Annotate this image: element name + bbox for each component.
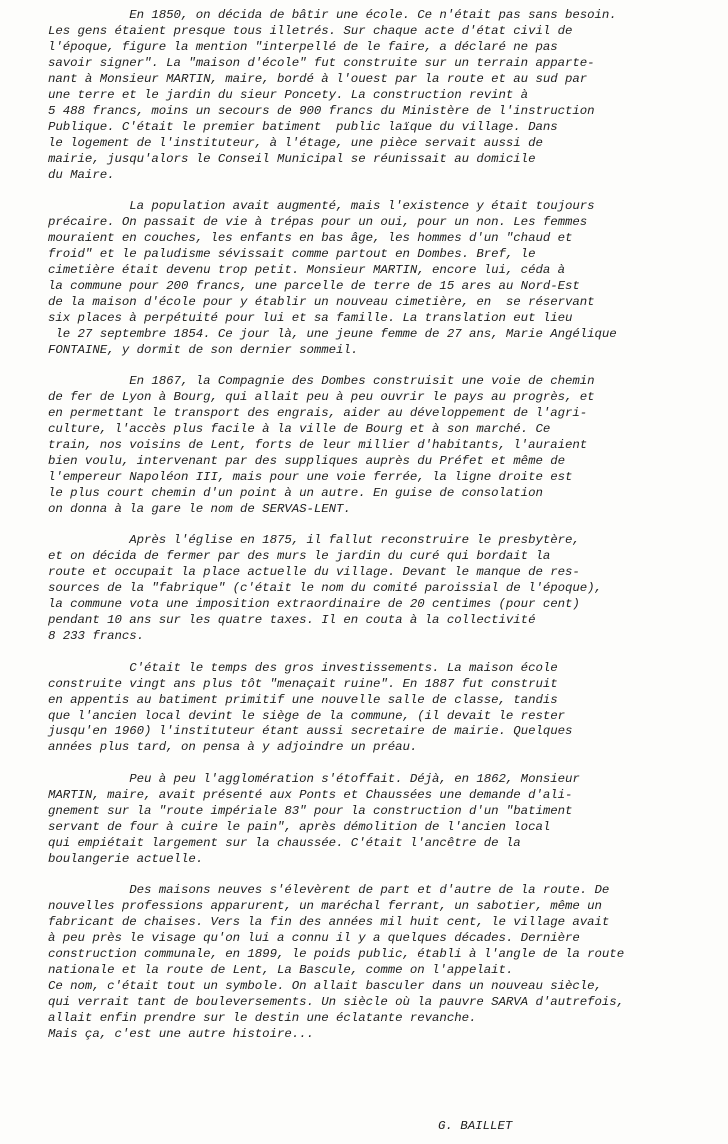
text-line: Mais ça, c'est une autre histoire... bbox=[48, 1026, 314, 1041]
text-line: années plus tard, on pensa à y adjoindre un préau. bbox=[48, 740, 418, 755]
text-line: six places à perpétuité pour lui et sa famille. La translation eut lieu bbox=[48, 310, 573, 325]
text-line: l'époque, figure la mention "interpellé de le faire, a déclaré ne pas bbox=[48, 39, 558, 54]
text-line: allait enfin prendre sur le destin une éclatante revanche. bbox=[48, 1010, 477, 1025]
paragraph-railway bbox=[48, 374, 708, 518]
text-line: Peu à peu l'agglomération s'étoffait. Déjà, en 1862, Monsieur bbox=[48, 771, 580, 786]
text-line: 5 488 francs, moins un secours de 900 francs du Ministère de l'instruction bbox=[48, 103, 595, 118]
text-line: boulangerie actuelle. bbox=[48, 851, 204, 866]
text-line: construite vingt ans plus tôt "menaçait ruine". En 1887 fut construit bbox=[48, 676, 558, 691]
text-line: le plus court chemin d'un point à un autre. En guise de consolation bbox=[48, 485, 543, 500]
text-line: nouvelles professions apparurent, un maréchal ferrant, un sabotier, même un bbox=[48, 899, 602, 914]
paragraph-presbytery bbox=[48, 533, 708, 645]
text-line: l'empereur Napoléon III, mais pour une voie ferrée, la ligne droite est bbox=[48, 469, 573, 484]
text-line: pendant 10 ans sur les quatre taxes. Il en couta à la collectivité bbox=[48, 613, 536, 628]
text-line: précaire. On passait de vie à trépas pour un oui, pour un non. Les femmes bbox=[48, 215, 588, 230]
text-line: on donna à la gare le nom de SERVAS-LENT. bbox=[48, 501, 351, 516]
text-line: C'était le temps des gros investissements. La maison école bbox=[48, 660, 558, 675]
text-line: savoir signer". La "maison d'école" fut construite sur un terrain apparte- bbox=[48, 55, 595, 70]
text-line: mouraient en couches, les enfants en bas âge, les hommes d'un "chaud et bbox=[48, 230, 573, 245]
text-line: le logement de l'instituteur, à l'étage, une pièce servait aussi de bbox=[48, 135, 543, 150]
text-line: La population avait augmenté, mais l'existence y était toujours bbox=[48, 199, 595, 214]
text-line: Les gens étaient presque tous illetrés. Sur chaque acte d'état civil de bbox=[48, 23, 573, 38]
text-line: construction communale, en 1899, le poids public, établi à l'angle de la route bbox=[48, 947, 625, 962]
text-line: le 27 septembre 1854. Ce jour là, une jeune femme de 27 ans, Marie Angélique bbox=[48, 326, 617, 341]
text-line: bien voulu, intervenant par des suppliques auprès du Préfet et même de bbox=[48, 453, 565, 468]
text-line: de fer de Lyon à Bourg, qui allait peu à peu ouvrir le pays au progrès, et bbox=[48, 390, 595, 405]
paragraph-cemetery bbox=[48, 199, 708, 359]
text-line: En 1850, on décida de bâtir une école. Ce n'était pas sans besoin. bbox=[48, 8, 617, 22]
author-signature: G. BAILLET bbox=[438, 1119, 513, 1133]
text-line: fabricant de chaises. Vers la fin des années mil huit cent, le village avait bbox=[48, 915, 610, 930]
text-line: du Maire. bbox=[48, 167, 115, 182]
text-line: jusqu'en 1960) l'instituteur étant aussi secretaire de mairie. Quelques bbox=[48, 724, 573, 739]
paragraph-investments bbox=[48, 661, 708, 757]
text-line: froid" et le paludisme sévissait comme partout en Dombes. Bref, le bbox=[48, 246, 536, 261]
text-line: En 1867, la Compagnie des Dombes construisit une voie de chemin bbox=[48, 374, 595, 389]
text-line: sources de la "fabrique" (c'était le nom du comité paroissial de l'époque), bbox=[48, 581, 602, 596]
text-line: gnement sur la "route impériale 83" pour la construction d'un "batiment bbox=[48, 803, 573, 818]
text-line: servant de four à cuire le pain", après démolition de l'ancien local bbox=[48, 819, 551, 834]
text-line: FONTAINE, y dormit de son dernier sommeil. bbox=[48, 342, 359, 357]
text-line: culture, l'accès plus facile à la ville de Bourg et à son marché. Ce bbox=[48, 422, 551, 437]
text-line: Des maisons neuves s'élevèrent de part et d'autre de la route. De bbox=[48, 883, 610, 898]
text-line: que l'ancien local devint le siège de la commune, (il devait le rester bbox=[48, 708, 565, 723]
text-line: qui verrait tant de bouleversements. Un siècle où la pauvre SARVA d'autrefois, bbox=[48, 994, 625, 1009]
paragraph-bakery bbox=[48, 772, 708, 868]
text-line: MARTIN, maire, avait présenté aux Ponts et Chaussées une demande d'ali- bbox=[48, 787, 573, 802]
text-line: route et occupait la place actuelle du village. Devant le manque de res- bbox=[48, 565, 580, 580]
text-line: une terre et le jardin du sieur Poncety. La construction revint à bbox=[48, 87, 529, 102]
text-line: et on décida de fermer par des murs le jardin du curé qui bordait la bbox=[48, 549, 551, 564]
text-line: nationale et la route de Lent, La Bascule, comme on l'appelait. bbox=[48, 963, 514, 978]
text-line: 8 233 francs. bbox=[48, 629, 145, 644]
text-line: Ce nom, c'était tout un symbole. On allait basculer dans un nouveau siècle, bbox=[48, 978, 602, 993]
text-line: qui empiétait largement sur la chaussée. C'était l'ancêtre de la bbox=[48, 835, 521, 850]
text-line: la commune vota une imposition extraordinaire de 20 centimes (pour cent) bbox=[48, 597, 580, 612]
paragraph-new-houses bbox=[48, 883, 708, 1043]
document-body bbox=[48, 8, 708, 1058]
text-line: train, nos voisins de Lent, forts de leur millier d'habitants, l'auraient bbox=[48, 438, 588, 453]
text-line: nant à Monsieur MARTIN, maire, bordé à l'ouest par la route et au sud par bbox=[48, 71, 588, 86]
paragraph-school bbox=[48, 8, 708, 183]
text-line: en appentis au batiment primitif une nouvelle salle de classe, tandis bbox=[48, 692, 558, 707]
text-line: mairie, jusqu'alors le Conseil Municipal se réunissait au domicile bbox=[48, 151, 536, 166]
text-line: en permettant le transport des engrais, aider au développement de l'agri- bbox=[48, 406, 588, 421]
text-line: cimetière était devenu trop petit. Monsieur MARTIN, encore lui, céda à bbox=[48, 262, 565, 277]
text-line: de la maison d'école pour y établir un nouveau cimetière, en se réservant bbox=[48, 294, 595, 309]
text-line: Publique. C'était le premier batiment public laïque du village. Dans bbox=[48, 119, 558, 134]
text-line: la commune pour 200 francs, une parcelle de terre de 15 ares au Nord-Est bbox=[48, 278, 580, 293]
text-line: Après l'église en 1875, il fallut reconstruire le presbytère, bbox=[48, 533, 580, 548]
text-line: à peu près le visage qu'on lui a connu il y a quelques décades. Dernière bbox=[48, 931, 580, 946]
